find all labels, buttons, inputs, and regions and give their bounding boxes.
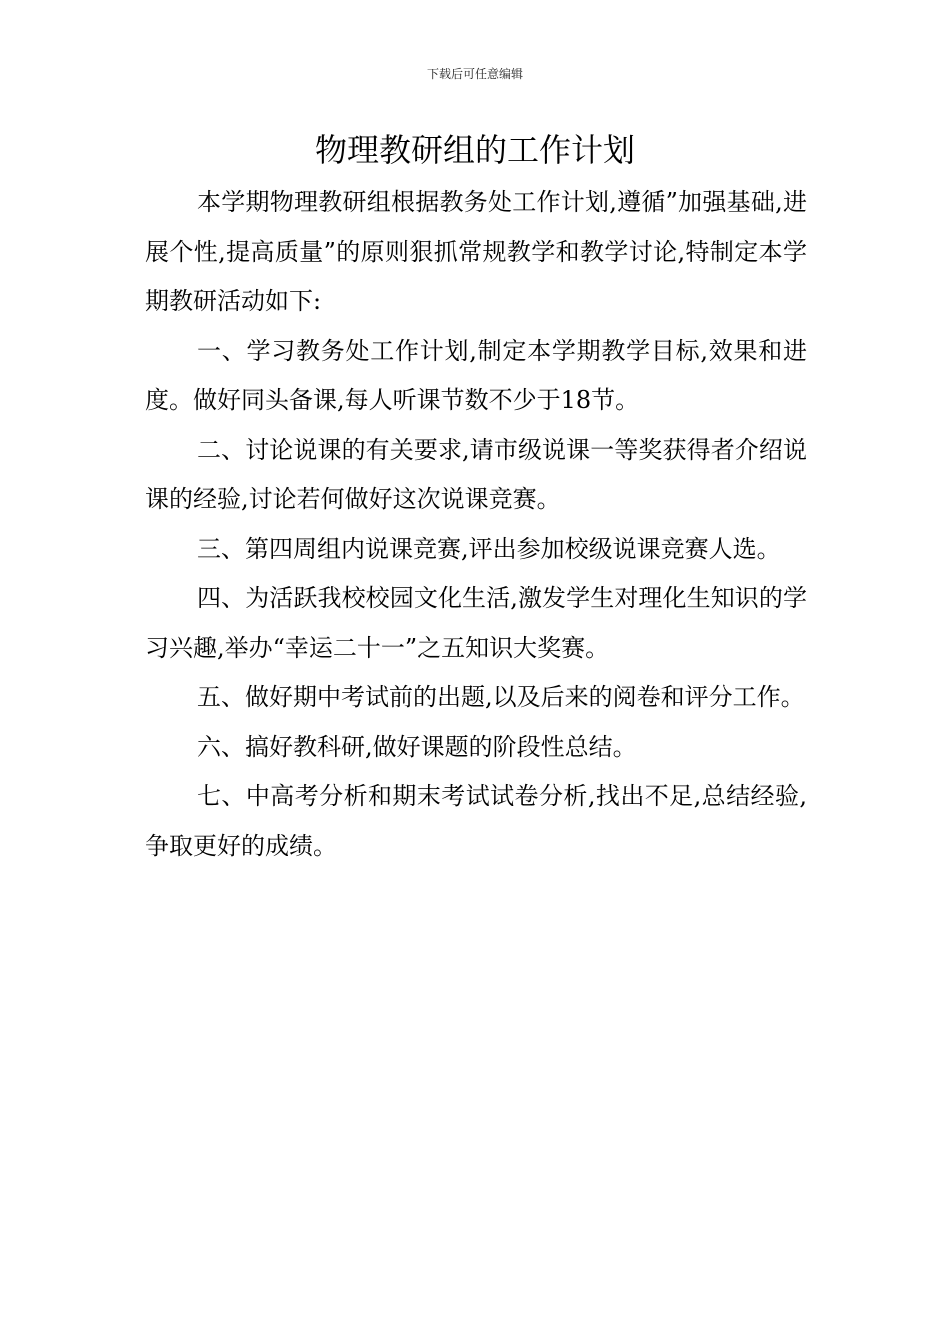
document-body xyxy=(145,178,807,871)
plan-item-7: 七、中高考分析和期末考试试卷分析,找出不足,总结经验,争取更好的成绩。 xyxy=(145,782,807,860)
plan-item-3: 三、第四周组内说课竞赛,评出参加校级说课竞赛人选。 xyxy=(197,534,781,563)
document-title: 物理教研组的工作计划 xyxy=(314,131,635,169)
plan-item-4: 四、为活跃我校校园文化生活,激发学生对理化生知识的学习兴趣,举办“幸运二十一”之五知识大奖赛。 xyxy=(145,584,807,662)
plan-item-6: 六、搞好教科研,做好课题的阶段性总结。 xyxy=(197,732,637,761)
page-header: 下载后可任意编辑 xyxy=(426,67,523,81)
intro-paragraph: 本学期物理教研组根据教务处工作计划,遵循”加强基础,进展个性,提高质量”的原则狠抓常规教学和教学讨论,特制定本学期教研活动如下: xyxy=(145,188,807,315)
plan-item-5: 五、做好期中考试前的出题,以及后来的阅卷和评分工作。 xyxy=(197,683,805,711)
plan-item-1: 一、学习教务处工作计划,制定本学期教学目标,效果和进度。做好同头备课,每人听课节数不少于18节。 xyxy=(145,336,807,414)
plan-item-2: 二、讨论说课的有关要求,请市级说课一等奖获得者介绍说课的经验,讨论若何做好这次说课竞赛。 xyxy=(145,435,807,513)
